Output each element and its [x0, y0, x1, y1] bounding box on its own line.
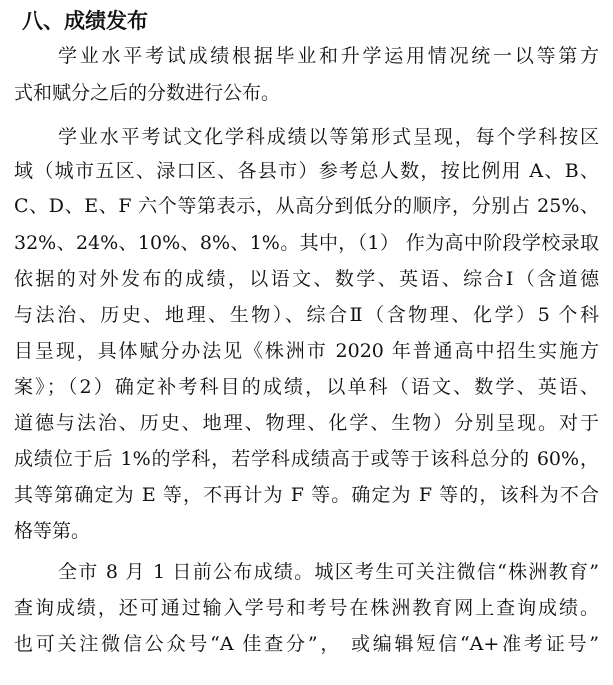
paragraph-3-line-2: 查询成绩，还可通过输入学号和考号在株洲教育网上查询成绩。: [14, 597, 599, 619]
paragraph-1-line-1: 学业水平考试成绩根据毕业和升学运用情况统一以等第方: [58, 45, 599, 67]
paragraph-2-line-7: 目呈现，具体赋分办法见《株洲市 2020 年普通高中招生实施方: [14, 340, 599, 362]
paragraph-2-line-5: 依据的对外发布的成绩，以语文、数学、英语、综合Ⅰ（含道德: [14, 268, 599, 290]
section-heading: 八、成绩发布: [22, 9, 148, 33]
paragraph-2-line-11: 其等第确定为 E 等，不再计为 F 等。确定为 F 等的，该科为不合: [14, 484, 599, 506]
paragraph-2-line-6: 与法治、历史、地理、生物）、综合Ⅱ（含物理、化学）5 个科: [14, 304, 599, 326]
paragraph-2-line-3: C、D、E、F 六个等第表示，从高分到低分的顺序，分别占 25%、: [14, 195, 599, 217]
paragraph-2-line-2: 域（城市五区、渌口区、各县市）参考总人数，按比例用 A、B、: [14, 160, 599, 182]
paragraph-2-line-4: 32%、24%、10%、8%、1%。其中，（1） 作为高中阶段学校录取: [14, 232, 599, 254]
paragraph-3-line-1: 全市 8 月 1 日前公布成绩。城区考生可关注微信“株洲教育”: [58, 561, 599, 583]
paragraph-3-line-3: 也可关注微信公众号“A 佳查分”， 或编辑短信“A+准考证号”: [14, 633, 599, 655]
paragraph-2-line-1: 学业水平考试文化学科成绩以等第形式呈现，每个学科按区: [58, 126, 599, 148]
paragraph-2-line-9: 道德与法治、历史、地理、物理、化学、生物）分别呈现。对于: [14, 412, 599, 434]
paragraph-2-line-12: 格等第。: [14, 520, 91, 542]
paragraph-2-line-10: 成绩位于后 1%的学科，若学科成绩高于或等于该科总分的 60%，: [14, 448, 599, 470]
paragraph-1-line-2: 式和赋分之后的分数进行公布。: [14, 82, 281, 104]
paragraph-2-line-8: 案》；（2）确定补考科目的成绩，以单科（语文、数学、英语、: [14, 376, 599, 398]
